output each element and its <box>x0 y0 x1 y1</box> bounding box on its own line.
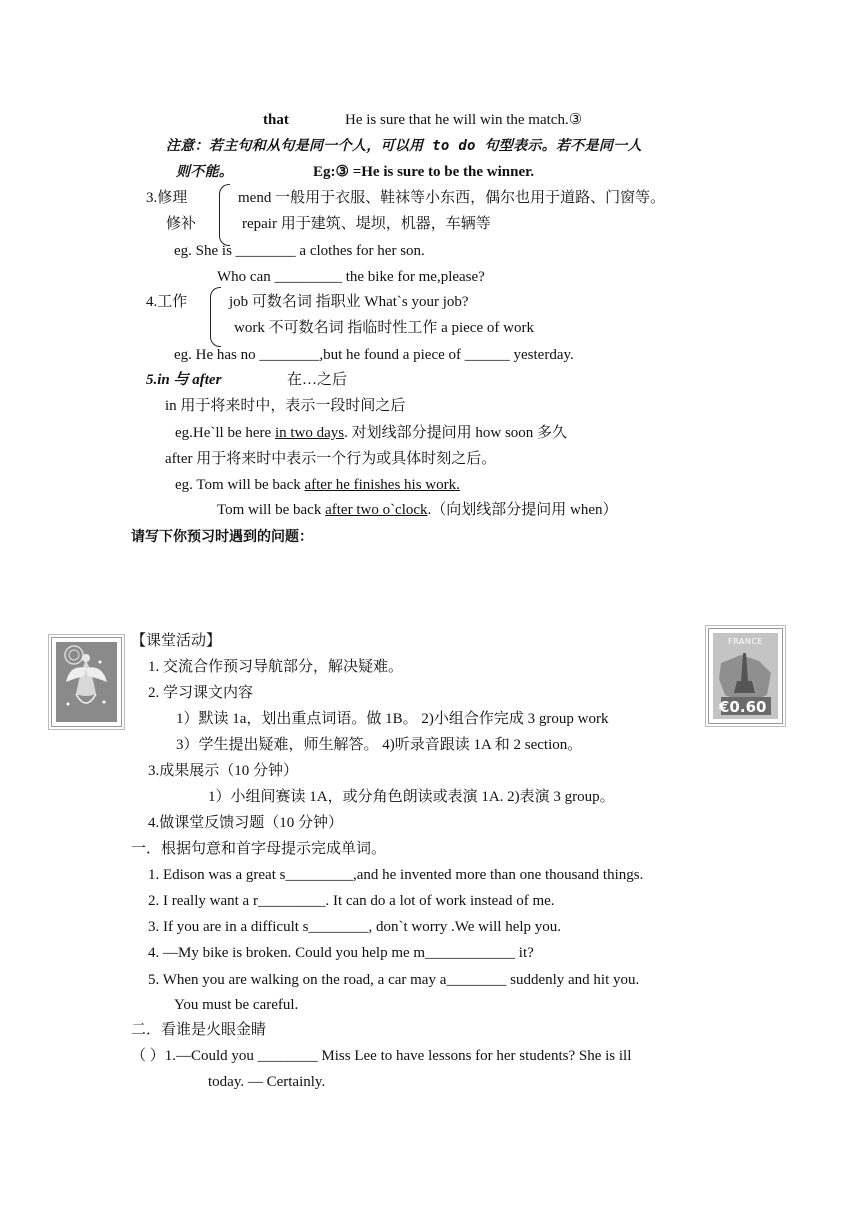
questions-prompt: 请写下你预习时遇到的问题： <box>131 529 313 545</box>
class-item2: 2. 学习课文内容 <box>148 685 254 701</box>
ex1-item-1: 1. Edison was a great s_________,and he invented more than one thousand things. <box>148 867 644 883</box>
class-item1: 1. 交流合作预习导航部分，解决疑难。 <box>148 659 404 675</box>
france-stamp-value: €0.60 <box>719 698 767 716</box>
s4-job: job 可数名词 指职业 What`s your job? <box>229 294 469 310</box>
s5-in-desc: in 用于将来时中，表示一段时间之后 <box>165 398 406 414</box>
class-title: 【课堂活动】 <box>131 633 222 649</box>
note-example: Eg:③ =He is sure to be the winner. <box>313 164 535 180</box>
s5-after-eg2-underlined: after two o`clock <box>325 502 428 518</box>
s3-title-line1: 3.修理 <box>146 190 188 206</box>
s5-title-meaning: 在…之后 <box>287 372 348 388</box>
s5-title: 5.in 与 after <box>146 372 222 388</box>
s4-title: 4.工作 <box>146 294 188 310</box>
s5-in-eg-post: . 对划线部分提问用 how soon 多久 <box>344 425 568 441</box>
ex1-item-4: 4. —My bike is broken. Could you help me m____________ it? <box>148 945 534 961</box>
note-line1: 注意：若主句和从句是同一个人，可以用 to do 句型表示。若不是同一人 <box>166 138 642 154</box>
ex2-q1-line1: （ ）1.—Could you ________ Miss Lee to have lessons for her students? She is ill <box>131 1048 632 1064</box>
angel-stamp <box>51 637 122 727</box>
angel-stamp-image <box>56 642 117 722</box>
s3-repair: repair 用于建筑、堤坝，机器，车辆等 <box>242 216 491 232</box>
that-label: that <box>263 112 289 128</box>
note-line2: 则不能。 <box>176 164 234 180</box>
france-stamp-country: FRANCE <box>728 637 763 646</box>
s3-mend: mend 一般用于衣服、鞋袜等小东西，偶尔也用于道路、门窗等。 <box>238 190 666 206</box>
ex2-q1-line2: today. — Certainly. <box>208 1074 326 1090</box>
s3-example2: Who can _________ the bike for me,please? <box>217 269 485 285</box>
ex1-item-5: 5. When you are walking on the road, a car may a________ suddenly and hit you. <box>148 972 640 988</box>
s5-after-example1 <box>175 475 460 495</box>
ex1-item-5-cont: You must be careful. <box>174 997 299 1013</box>
s5-after-desc: after 用于将来时中表示一个行为或具体时刻之后。 <box>165 451 497 467</box>
s5-after-eg2-pre: Tom will be back <box>217 502 326 518</box>
s5-after-example2 <box>217 500 618 520</box>
s4-example: eg. He has no ________,but he found a piece of ______ yesterday. <box>174 347 574 363</box>
ex2-title: 二．看谁是火眼金睛 <box>131 1022 267 1038</box>
s5-after-eg2-post: .（向划线部分提问用 when） <box>427 502 618 518</box>
s4-brace <box>210 287 221 347</box>
class-item3: 3.成果展示（10 分钟） <box>148 763 299 779</box>
class-item2-a: 1）默读 1a，划出重点词语。做 1B。 2)小组合作完成 3 group work <box>176 711 609 727</box>
s5-in-eg-pre: eg.He`ll be here <box>175 425 275 441</box>
that-example: He is sure that he will win the match.③ <box>345 112 583 128</box>
s5-in-example <box>175 423 567 443</box>
ex1-item-2: 2. I really want a r_________. It can do a lot of work instead of me. <box>148 893 555 909</box>
s3-brace <box>219 184 230 246</box>
france-stamp <box>708 628 783 724</box>
s5-after-eg1-underlined: after he finishes his work. <box>304 477 460 493</box>
ex1-item-3: 3. If you are in a difficult s________, don`t worry .We will help you. <box>148 919 562 935</box>
s5-in-eg-underlined: in two days <box>274 425 345 441</box>
s3-example1: eg. She is ________ a clothes for her son. <box>174 243 425 259</box>
s3-title-line2: 修补 <box>166 216 197 232</box>
class-item4: 4.做课堂反馈习题（10 分钟） <box>148 815 344 831</box>
class-item2-b: 3）学生提出疑难，师生解答。 4)听录音跟读 1A 和 2 section。 <box>176 737 583 753</box>
ex1-title: 一．根据句意和首字母提示完成单词。 <box>131 841 387 857</box>
s5-after-eg1-pre: eg. Tom will be back <box>175 477 305 493</box>
s4-work: work 不可数名词 指临时性工作 a piece of work <box>234 320 534 336</box>
class-item3-a: 1）小组间赛读 1A，或分角色朗读或表演 1A. 2)表演 3 group。 <box>208 789 615 805</box>
